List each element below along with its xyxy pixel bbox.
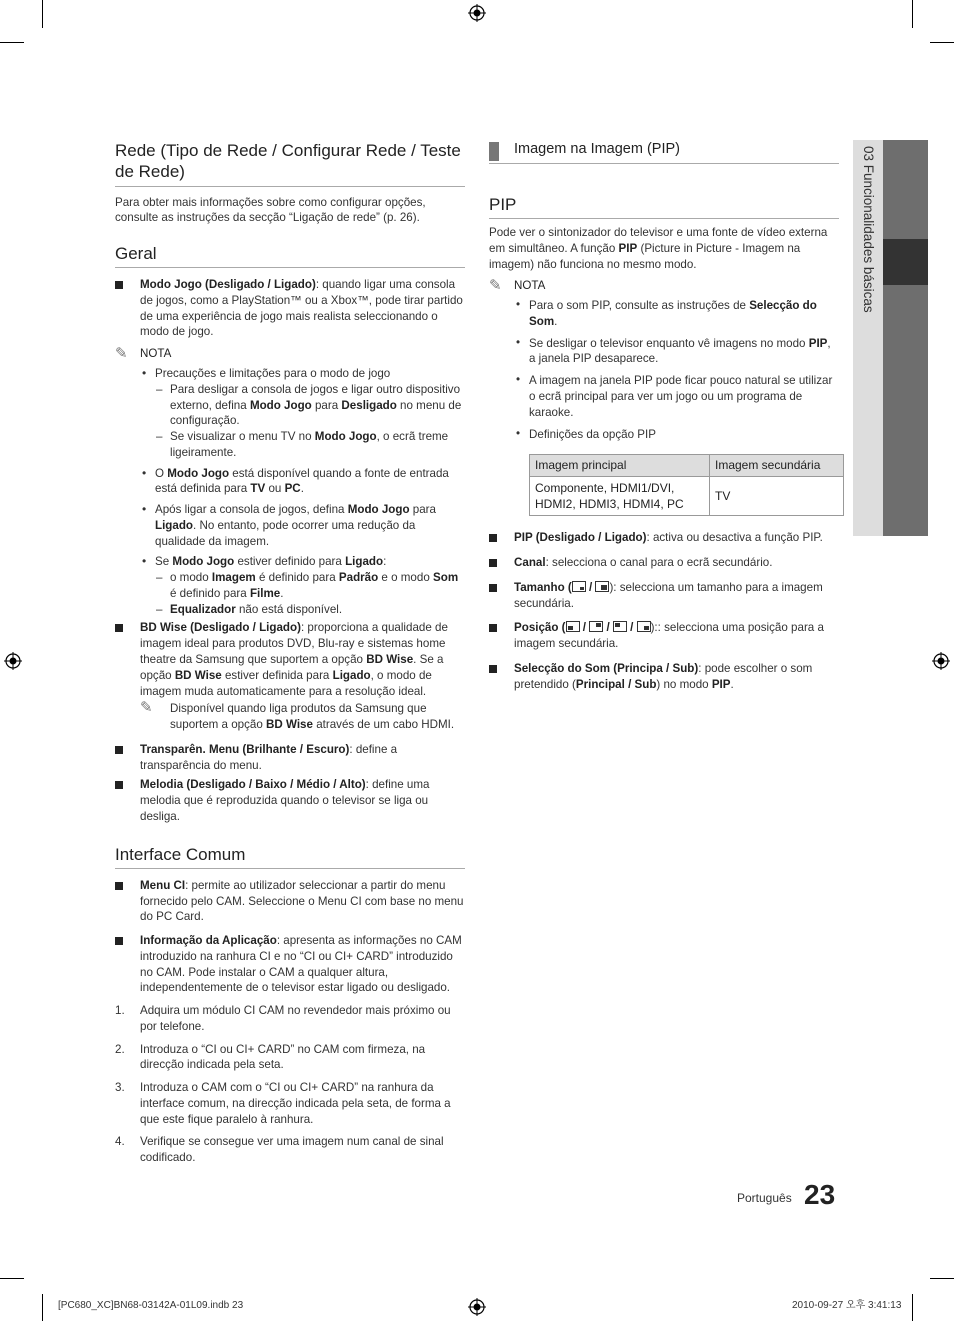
- note-bullet: • Para o som PIP, consulte as instruções de Selecção do Som.: [489, 298, 839, 330]
- page-number: 23: [804, 1179, 836, 1210]
- page-language: Português: [737, 1191, 792, 1205]
- tamanho-item: Tamanho ( / ): selecciona um tamanho para a imagem secundária.: [489, 580, 839, 612]
- bd-wise-item: BD Wise (Desligado / Ligado): proporciona a qualidade de imagem ideal para produtos DVD, Blu-ray e sistemas home theatre da Samsung que suportem a opção BD Wise. Se a opção BD Wise estiver definida para Ligado, o modo de imagem muda automaticamente para a resolução ideal.: [115, 620, 465, 699]
- left-column: [115, 140, 465, 1173]
- table-cell: TV: [710, 476, 844, 516]
- position-top-left-icon: [613, 621, 627, 632]
- step-item: 1. Adquira um módulo CI CAM no revendedor mais próximo ou por telefone.: [115, 1004, 451, 1033]
- crop-mark: [0, 1278, 24, 1279]
- nota-label: ✎ NOTA: [489, 278, 839, 294]
- interface-comum-heading: Interface Comum: [115, 843, 465, 869]
- crop-mark: [0, 42, 24, 43]
- posicao-item: Posição ( / / / ):: selecciona uma posição para a imagem secundária.: [489, 620, 839, 652]
- step-item: 3. Introduza o CAM com o “CI ou CI+ CARD” na ranhura da interface comum, na direcção indicada pela seta, de forma a que este fique paralelo à ranhura.: [115, 1081, 451, 1126]
- right-column: [489, 193, 839, 696]
- crop-mark: [912, 0, 913, 28]
- registration-mark-icon: [932, 652, 950, 670]
- geral-heading: Geral: [115, 242, 465, 268]
- chapter-marker: [883, 239, 928, 285]
- note-bullet: • Após ligar a consola de jogos, defina Modo Jogo para Ligado. No entanto, pode ocorrer uma redução da qualidade da imagem.: [115, 502, 465, 549]
- registration-mark-icon: [4, 652, 22, 670]
- seleccao-som-item: Selecção do Som (Principa / Sub): pode escolher o som pretendido (Principal / Sub) no modo PIP.: [489, 661, 839, 693]
- pip-intro: Pode ver o sintonizador do televisor e uma fonte de vídeo externa em simultâneo. A função PIP (Picture in Picture - Imagem na imagem) não funciona no mesmo modo.: [489, 226, 828, 271]
- bd-wise-note: ✎ Disponível quando liga produtos da Samsung que suportem a opção BD Wise através de um cabo HDMI.: [140, 699, 455, 732]
- note-bullet: • Precauções e limitações para o modo de jogo: [115, 366, 465, 382]
- crop-mark: [42, 0, 43, 28]
- pencil-note-icon: ✎: [489, 277, 502, 295]
- note-dash: – Se visualizar o menu TV no Modo Jogo, o ecrã treme ligeiramente.: [115, 429, 465, 461]
- pencil-note-icon: ✎: [115, 345, 128, 363]
- position-top-right-icon: [589, 621, 603, 632]
- crop-mark: [930, 1278, 954, 1279]
- crop-mark: [930, 42, 954, 43]
- pip-options-table: [529, 454, 844, 516]
- rede-heading: Rede (Tipo de Rede / Configurar Rede / Teste de Rede): [115, 140, 465, 187]
- transparencia-item: Transparên. Menu (Brilhante / Escuro): define a transparência do menu.: [115, 742, 465, 774]
- info-aplicacao-item: Informação da Aplicação: apresenta as informações no CAM introduzido na ranhura CI e no “CI ou CI+ CARD” introduzido no CAM. Pode instalar o CAM a qualquer altura, independentemente de o televisor estar ligado ou desligado.: [115, 933, 465, 996]
- step-item: 4. Verifique se consegue ver uma imagem num canal de sinal codificado.: [115, 1135, 444, 1165]
- pencil-note-icon: ✎: [140, 699, 153, 717]
- size-large-icon: [595, 581, 609, 592]
- note-dash: – o modo Imagem é definido para Padrão e o modo Som é definido para Filme.: [115, 570, 465, 602]
- position-bottom-left-icon: [566, 621, 580, 632]
- melodia-item: Melodia (Desligado / Baixo / Médio / Alto): define uma melodia que é reproduzida quando o televisor se liga ou desliga.: [115, 777, 465, 824]
- note-dash: – Para desligar a consola de jogos e ligar outro dispositivo externo, defina Modo Jogo para Desligado no menu de configuração.: [115, 382, 465, 429]
- table-cell: Componente, HDMI1/DVI, HDMI2, HDMI3, HDMI4, PC: [530, 476, 710, 516]
- crop-mark: [912, 1294, 913, 1321]
- footer-file: [PC680_XC]BN68-03142A-01L09.indb 23: [58, 1300, 244, 1311]
- table-header: Imagem secundária: [710, 455, 844, 476]
- size-small-icon: [572, 581, 586, 592]
- pip-heading: PIP: [489, 193, 839, 219]
- chapter-label: 03 Funcionalidades básicas: [861, 146, 876, 313]
- pip-section-title: Imagem na Imagem (PIP): [514, 141, 680, 157]
- note-bullet: • Definições da opção PIP: [489, 427, 839, 443]
- registration-mark-icon: [468, 4, 486, 22]
- position-bottom-right-icon: [637, 621, 651, 632]
- step-item: 2. Introduza o “CI ou CI+ CARD” no CAM com firmeza, na direcção indicada pela seta.: [115, 1042, 426, 1072]
- table-header: Imagem principal: [530, 455, 710, 476]
- modo-jogo-item: Modo Jogo (Desligado / Ligado): quando ligar uma consola de jogos, como a PlayStation™ ou a Xbox™, pode tirar partido de uma experiência de jogo mais realista seleccionando o modo de jogo.: [115, 277, 465, 340]
- nota-label: ✎ NOTA: [115, 346, 465, 362]
- note-bullet: • Se desligar o televisor enquanto vê imagens no modo PIP, a janela PIP desaparece.: [489, 336, 839, 368]
- crop-mark: [42, 1294, 43, 1321]
- menu-ci-item: Menu CI: permite ao utilizador seleccionar a partir do menu fornecido pelo CAM. Seleccione o Menu CI com base no menu do PC Card.: [115, 878, 465, 925]
- canal-item: Canal: selecciona o canal para o ecrã secundário.: [489, 555, 839, 571]
- chapter-sidebar: [853, 140, 928, 536]
- note-dash: – Equalizador não está disponível.: [115, 602, 465, 618]
- pip-option-item: PIP (Desligado / Ligado): activa ou desactiva a função PIP.: [489, 530, 839, 546]
- note-bullet: • A imagem na janela PIP pode ficar pouco natural se utilizar o ecrã principal para ver um jogo ou um programa de karaoke.: [489, 373, 839, 420]
- pip-section-bar: [489, 140, 839, 164]
- registration-mark-icon: [468, 1298, 486, 1316]
- footer-date: 2010-09-27 오후 3:41:13: [792, 1300, 902, 1311]
- note-bullet: • Se Modo Jogo estiver definido para Ligado:: [115, 554, 465, 570]
- note-bullet: • O Modo Jogo está disponível quando a fonte de entrada está definida para TV ou PC.: [115, 466, 465, 498]
- rede-text: Para obter mais informações sobre como configurar opções, consulte as instruções da secção “Ligação de rede” (p. 26).: [115, 195, 426, 225]
